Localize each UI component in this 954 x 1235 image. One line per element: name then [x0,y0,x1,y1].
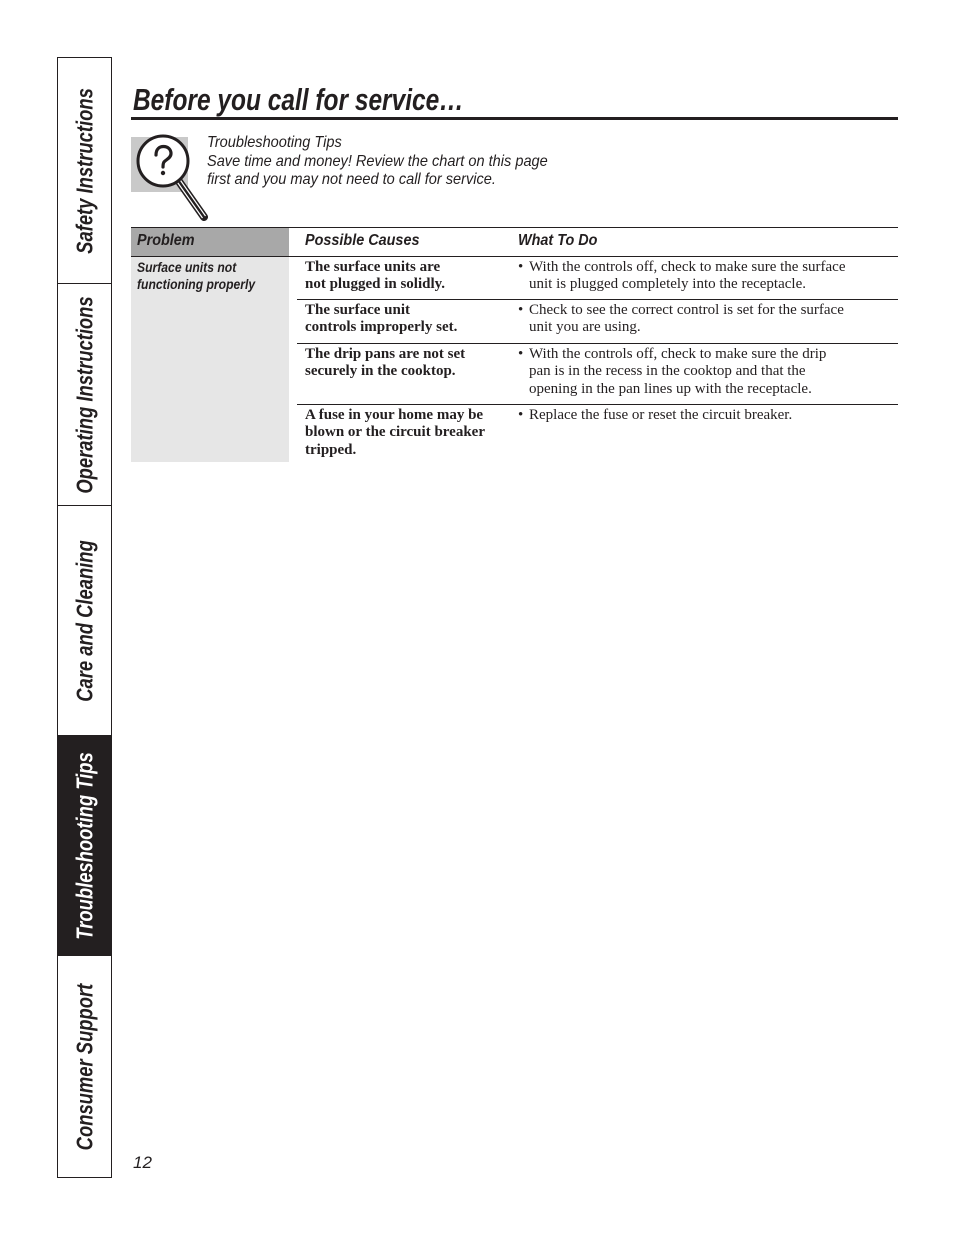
table-row [297,257,898,300]
remedy-text: With the controls off, check to make sure the drip pan is in the recess in the cooktop and that the opening in the pan lines up with the receptacle. [529,346,827,397]
column-header-label: Possible Causes [305,232,420,249]
magnifier-handle [178,180,204,217]
tab-operating-instructions [58,283,111,505]
column-header-what-to-do [518,228,606,256]
possible-cause: A fuse in your home may be blown or the circuit breaker tripped. [305,407,485,458]
possible-cause: The surface unit controls improperly set. [305,302,458,336]
table-row [297,300,898,344]
table-body [297,257,898,463]
magnifier-handle-stripe [177,181,203,218]
possible-cause: The surface units are not plugged in solidly. [305,259,446,293]
column-header-label: Problem [137,232,195,249]
bullet: • [518,346,524,362]
tab-label: Consumer Support [71,983,97,1150]
bullet: • [518,259,524,275]
troubleshooting-intro [207,134,548,190]
table-header [131,227,898,257]
problem-text: Surface units not functioning properly [137,260,256,292]
question-magnifier-icon [131,131,211,221]
tab-care-and-cleaning [58,505,111,735]
tab-safety-instructions [58,58,111,283]
what-to-do [518,259,897,294]
what-to-do [518,346,897,398]
column-header-problem [131,228,289,256]
remedy-text: With the controls off, check to make sure the surface unit is plugged completely into the receptacle. [529,259,846,293]
problem-cell [131,257,289,462]
bullet: • [518,302,524,318]
bullet: • [518,407,524,423]
tab-label: Safety Instructions [71,87,97,254]
what-to-do [518,302,897,337]
tab-label: Operating Instructions [71,295,97,494]
tab-label: Troubleshooting Tips [71,751,97,940]
column-header-label: What To Do [518,232,598,249]
tab-troubleshooting-tips [58,735,111,955]
page-number: 12 [133,1153,152,1172]
remedy-text: Check to see the correct control is set for the surface unit you are using. [529,302,844,336]
column-header-causes [305,228,432,256]
possible-cause: The drip pans are not set securely in the cooktop. [305,346,466,380]
intro-line: Save time and money! Review the chart on this page [207,152,548,170]
tab-label: Care and Cleaning [71,539,97,702]
remedy-text: Replace the fuse or reset the circuit breaker. [529,407,793,423]
intro-line: first and you may not need to call for service. [207,171,496,188]
table-row [297,344,898,405]
question-mark-dot [161,171,165,175]
intro-heading: Troubleshooting Tips [207,134,342,151]
title-rule-divider [131,117,898,120]
page-title: Before you call for service… [133,82,464,117]
what-to-do [518,407,897,424]
section-tabs-sidebar [57,57,112,1178]
table-row [297,405,898,463]
tab-consumer-support [58,955,111,1177]
magnifier-handle-stripe [180,179,206,216]
